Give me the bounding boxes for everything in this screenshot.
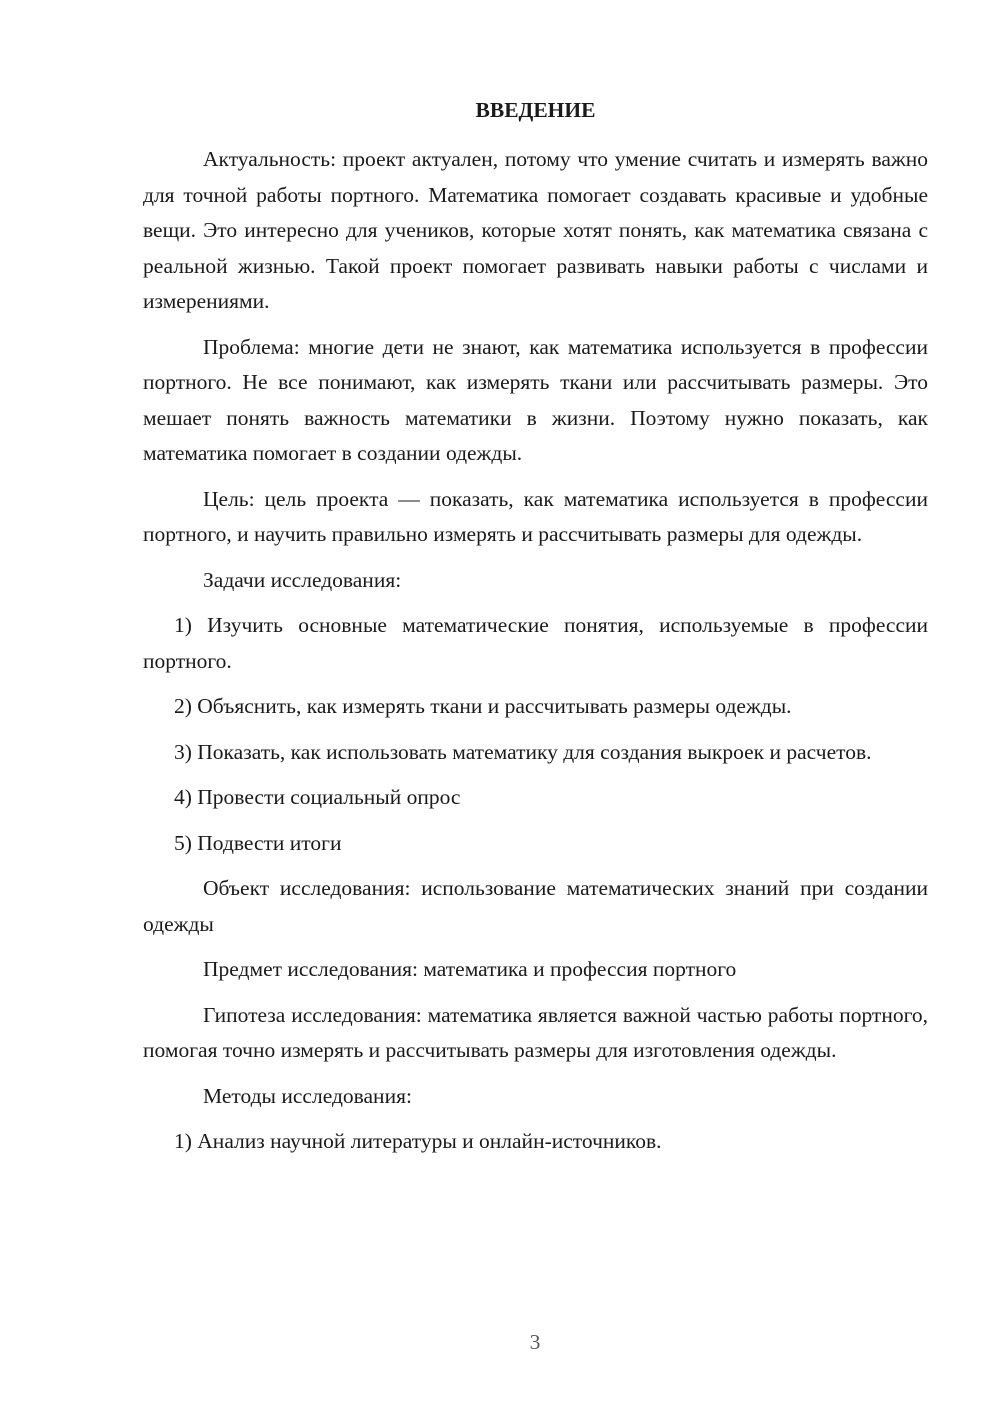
section-title: ВВЕДЕНИЕ bbox=[475, 98, 596, 122]
task-item-5: 5) Подвести итоги bbox=[174, 830, 342, 855]
task-item-3: 3) Показать, как использовать математику для создания выкроек и расчетов. bbox=[174, 739, 872, 764]
task-item-1: 1) Изучить основные математические понятия, используемые в профессии портного. bbox=[143, 613, 928, 673]
task-item-4: 4) Провести социальный опрос bbox=[174, 785, 461, 809]
paragraph-goal: Цель: цель проекта — показать, как математика используется в профессии портного, и научить правильно измерять и рассчитывать размеры для одежды. bbox=[143, 486, 928, 546]
task-item-2: 2) Объяснить, как измерять ткани и рассчитывать размеры одежды. bbox=[174, 694, 792, 718]
paragraph-object: Объект исследования: использование математических знаний при создании одежды bbox=[143, 876, 928, 936]
paragraph-hypothesis: Гипотеза исследования: математика является важной частью работы портного, помогая точно измерять и рассчитывать размеры для изготовления одежды. bbox=[143, 1002, 928, 1062]
paragraph-methods-heading: Методы исследования: bbox=[203, 1083, 412, 1108]
paragraph-problem: Проблема: многие дети не знают, как математика используется в профессии портного. Не все понимают, как измерять ткани или рассчитывать размеры. Это мешает понять важность математики в жизни. Поэтому нужно показать, как математика помогает в создании одежды. bbox=[143, 334, 928, 465]
paragraph-tasks-heading: Задачи исследования: bbox=[203, 567, 402, 592]
paragraph-subject: Предмет исследования: математика и профессия портного bbox=[203, 957, 737, 981]
document-page bbox=[143, 88, 928, 1170]
method-item-1: 1) Анализ научной литературы и онлайн-источников. bbox=[174, 1129, 662, 1153]
paragraph-relevance: Актуальность: проект актуален, потому что умение считать и измерять важно для точной работы портного. Математика помогает создавать красивые и удобные вещи. Это интересно для учеников, которые хотят понять, как математика связана с реальной жизнью. Такой проект помогает развивать навыки работы с числами и измерениями. bbox=[143, 147, 928, 313]
page-number: 3 bbox=[529, 1330, 541, 1354]
